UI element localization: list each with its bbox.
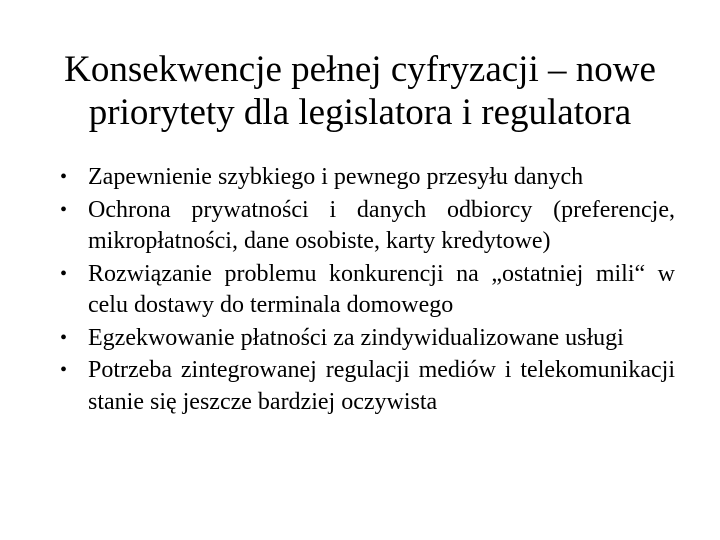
bullet-icon: • <box>60 166 68 188</box>
bullet-icon: • <box>60 198 68 221</box>
bullet-text: Rozwiązanie problemu konkurencji na „ostatniej mili“ w celu dostawy do terminala domowego <box>88 260 675 318</box>
bullet-icon: • <box>60 262 68 285</box>
bullet-item <box>60 323 675 355</box>
slide-title <box>20 48 700 134</box>
bullet-text: Zapewnienie szybkiego i pewnego przesyłu danych <box>88 164 584 190</box>
slide-title-line-2: priorytety dla legislatora i regulatora <box>88 92 632 133</box>
bullet-text: Potrzeba zintegrowanej regulacji mediów i telekomunikacji stanie się jeszcze bardziej oczywista <box>88 357 675 415</box>
bullet-list <box>60 162 675 419</box>
bullet-icon: • <box>60 326 68 349</box>
bullet-item <box>60 355 675 418</box>
bullet-item <box>60 162 675 194</box>
bullet-item <box>60 195 675 258</box>
slide-title-line-1: Konsekwencje pełnej cyfryzacji – nowe <box>64 49 656 90</box>
bullet-text: Egzekwowanie płatności za zindywidualizowane usługi <box>88 324 624 351</box>
bullet-item <box>60 259 675 322</box>
bullet-icon: • <box>60 359 68 381</box>
bullet-text: Ochrona prywatności i danych odbiorcy (preferencje, mikropłatności, dane osobiste, karty kredytowe) <box>88 196 675 254</box>
